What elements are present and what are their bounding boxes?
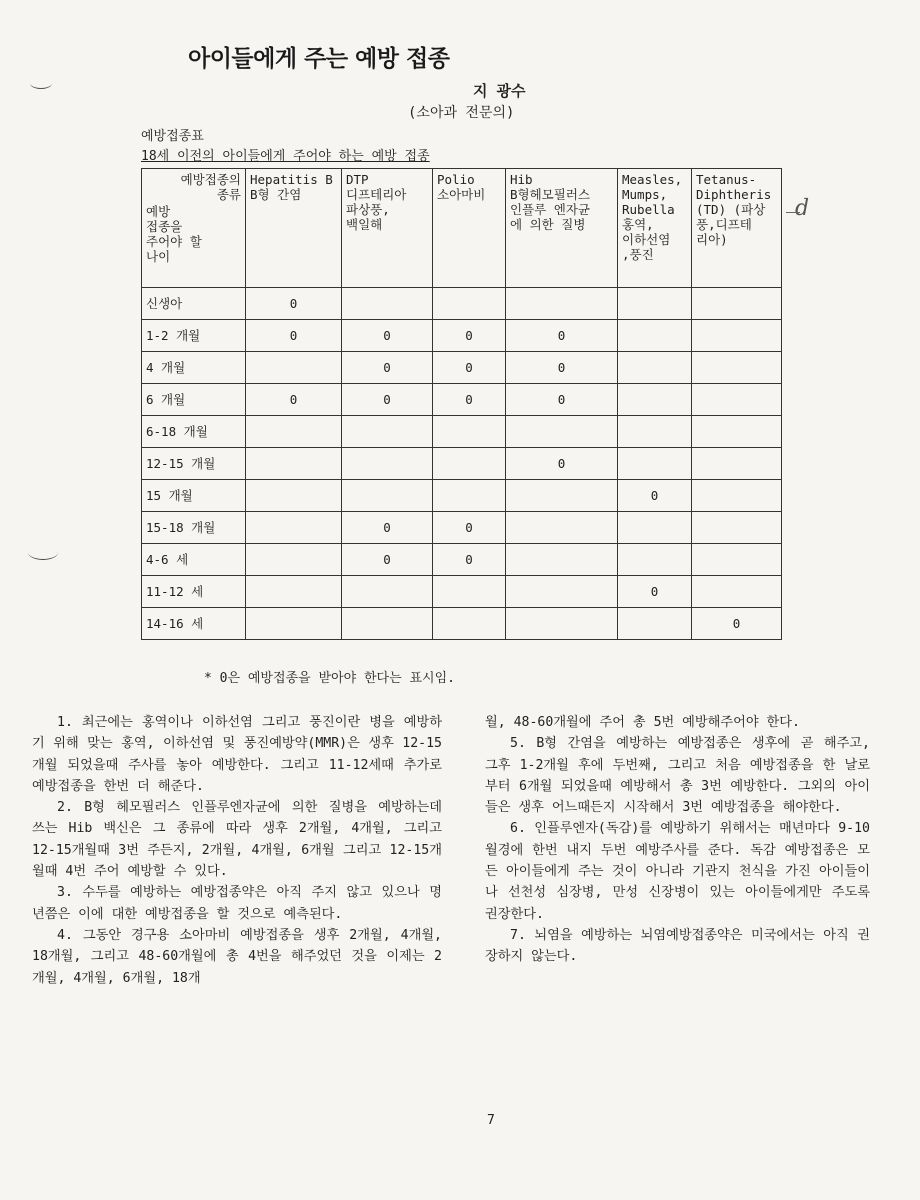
left-column bbox=[32, 712, 442, 989]
schedule-cell bbox=[506, 576, 618, 608]
schedule-cell bbox=[342, 416, 433, 448]
table-row bbox=[142, 288, 782, 320]
schedule-cell bbox=[692, 384, 782, 416]
vaccine-column-header: Tetanus- Diphtheris (TD) (파상 풍,디프테 리아) bbox=[692, 169, 782, 288]
schedule-cell bbox=[433, 448, 506, 480]
schedule-cell bbox=[692, 480, 782, 512]
schedule-cell: 0 bbox=[342, 512, 433, 544]
schedule-cell bbox=[618, 416, 692, 448]
handwritten-line bbox=[786, 212, 800, 213]
author-affiliation: (소아과 전문의) bbox=[408, 105, 515, 121]
schedule-cell: 0 bbox=[433, 352, 506, 384]
schedule-cell bbox=[506, 608, 618, 640]
schedule-cell: 0 bbox=[342, 544, 433, 576]
schedule-cell bbox=[246, 416, 342, 448]
schedule-cell: 0 bbox=[433, 544, 506, 576]
schedule-cell: 0 bbox=[433, 320, 506, 352]
schedule-cell bbox=[433, 576, 506, 608]
page-number: 7 bbox=[487, 1113, 495, 1128]
table-row bbox=[142, 320, 782, 352]
age-cell: 4 개월 bbox=[142, 352, 246, 384]
schedule-cell bbox=[246, 544, 342, 576]
schedule-cell: 0 bbox=[433, 384, 506, 416]
schedule-cell: 0 bbox=[692, 608, 782, 640]
schedule-cell bbox=[692, 576, 782, 608]
age-cell: 15-18 개월 bbox=[142, 512, 246, 544]
vaccine-column-header: Hib B형헤모필러스 인플루 엔자균 에 의한 질병 bbox=[506, 169, 618, 288]
schedule-cell bbox=[618, 288, 692, 320]
schedule-cell bbox=[246, 608, 342, 640]
table-note: * 0은 예방접종을 받아야 한다는 표시임. bbox=[204, 671, 455, 686]
table-row bbox=[142, 544, 782, 576]
schedule-cell: 0 bbox=[618, 576, 692, 608]
table-corner-header bbox=[142, 169, 246, 288]
schedule-cell bbox=[618, 448, 692, 480]
punch-mark bbox=[28, 545, 58, 560]
schedule-cell bbox=[506, 512, 618, 544]
age-cell: 14-16 세 bbox=[142, 608, 246, 640]
age-cell: 6 개월 bbox=[142, 384, 246, 416]
schedule-cell bbox=[506, 544, 618, 576]
schedule-cell: 0 bbox=[246, 384, 342, 416]
schedule-cell: 0 bbox=[246, 320, 342, 352]
table-row bbox=[142, 448, 782, 480]
schedule-cell bbox=[618, 384, 692, 416]
schedule-cell bbox=[618, 544, 692, 576]
handwritten-mark: d bbox=[795, 196, 810, 221]
vaccine-type-label: 예방접종의 종류 bbox=[180, 172, 241, 202]
table-row bbox=[142, 576, 782, 608]
vaccine-column-header: Hepatitis B B형 간염 bbox=[246, 169, 342, 288]
age-cell: 15 개월 bbox=[142, 480, 246, 512]
schedule-cell bbox=[342, 448, 433, 480]
table-row bbox=[142, 480, 782, 512]
right-column bbox=[485, 712, 870, 968]
schedule-cell bbox=[506, 288, 618, 320]
schedule-cell bbox=[692, 320, 782, 352]
body-paragraph: 1. 최근에는 홍역이나 이하선염 그리고 풍진이란 병을 예방하기 위해 맞는 홍역, 이하선염 및 풍진예방약(MMR)은 생후 12-15개월 되었을때 주사를 놓아 예방한다. 그리고 11-12세때 추가로 예방접종을 한번 더 해준다. bbox=[32, 715, 442, 794]
schedule-cell bbox=[246, 448, 342, 480]
table-row bbox=[142, 352, 782, 384]
schedule-cell: 0 bbox=[506, 448, 618, 480]
schedule-cell bbox=[618, 512, 692, 544]
schedule-cell bbox=[246, 512, 342, 544]
schedule-cell: 0 bbox=[342, 352, 433, 384]
schedule-cell bbox=[692, 352, 782, 384]
schedule-cell bbox=[692, 416, 782, 448]
body-paragraph: 7. 뇌염을 예방하는 뇌염예방접종약은 미국에서는 아직 권장하지 않는다. bbox=[485, 927, 870, 965]
table-row bbox=[142, 384, 782, 416]
table-subtitle: 18세 이전의 아이들에게 주어야 하는 예방 접종 bbox=[141, 149, 430, 164]
schedule-cell: 0 bbox=[506, 384, 618, 416]
table-row bbox=[142, 512, 782, 544]
schedule-cell bbox=[618, 320, 692, 352]
body-paragraph: 6. 인플루엔자(독감)를 예방하기 위해서는 매년마다 9-10월경에 한번 내지 두번 예방주사를 준다. 독감 예방접종은 모든 아이들에게 주는 것이 아니라 기관지 천식을 가진 아이들이나 선천성 심장병, 만성 신장병이 있는 아이들에게만 주도록 권장한다. bbox=[485, 821, 870, 922]
age-cell: 1-2 개월 bbox=[142, 320, 246, 352]
punch-mark bbox=[30, 78, 52, 89]
schedule-cell: 0 bbox=[506, 320, 618, 352]
schedule-cell bbox=[433, 416, 506, 448]
schedule-cell: 0 bbox=[342, 320, 433, 352]
schedule-cell: 0 bbox=[433, 512, 506, 544]
body-paragraph: 5. B형 간염을 예방하는 예방접종은 생후에 곧 해주고, 그후 1-2개월 후에 두번째, 그리고 처음 예방접종을 한 날로부터 6개월 되었을때 예방해서 총 3번 예방한다. 그외의 아이들은 생후 어느때든지 시작해서 3번 예방접종을 해야한다. bbox=[485, 736, 870, 816]
schedule-cell bbox=[246, 480, 342, 512]
schedule-cell bbox=[433, 288, 506, 320]
table-row bbox=[142, 416, 782, 448]
body-paragraph: 4. 그동안 경구용 소아마비 예방접종을 생후 2개월, 4개월, 18개월, 그리고 48-60개월에 총 4번을 해주었던 것을 이제는 2개월, 4개월, 6개월, 18개 bbox=[32, 927, 442, 986]
vaccine-column-header: Measles, Mumps, Rubella 홍역, 이하선염 ,풍진 bbox=[618, 169, 692, 288]
schedule-cell bbox=[342, 608, 433, 640]
age-label: 예방 접종을 주어야 할 나이 bbox=[146, 204, 202, 264]
schedule-cell bbox=[618, 608, 692, 640]
document-title: 아이들에게 주는 예방 접종 bbox=[188, 46, 450, 72]
schedule-cell bbox=[342, 288, 433, 320]
schedule-cell: 0 bbox=[246, 288, 342, 320]
vaccine-column-header: DTP 디프테리아 파상풍, 백일해 bbox=[342, 169, 433, 288]
age-cell: 신생아 bbox=[142, 288, 246, 320]
schedule-cell bbox=[618, 352, 692, 384]
body-paragraph: 2. B형 헤모필러스 인플루엔자균에 의한 질병을 예방하는데 쓰는 Hib 백신은 그 종류에 따라 생후 2개월, 4개월, 그리고 12-15개월때 3번 주든지, 2개월, 4개월, 6개월 그리고 12-15개월때 4번 주어 예방할 수 있다. bbox=[32, 800, 442, 880]
schedule-cell: 0 bbox=[506, 352, 618, 384]
schedule-cell bbox=[246, 576, 342, 608]
schedule-cell bbox=[692, 448, 782, 480]
schedule-cell bbox=[506, 480, 618, 512]
schedule-cell: 0 bbox=[342, 384, 433, 416]
schedule-cell bbox=[433, 480, 506, 512]
schedule-cell bbox=[433, 608, 506, 640]
vaccination-table bbox=[141, 168, 782, 640]
vaccine-column-header: Polio 소아마비 bbox=[433, 169, 506, 288]
schedule-cell bbox=[692, 288, 782, 320]
paragraph-continuation: 월, 48-60개월에 주어 총 5번 예방해주어야 한다. bbox=[485, 715, 800, 730]
schedule-cell bbox=[692, 512, 782, 544]
age-cell: 4-6 세 bbox=[142, 544, 246, 576]
schedule-cell: 0 bbox=[618, 480, 692, 512]
schedule-cell bbox=[342, 576, 433, 608]
schedule-cell bbox=[246, 352, 342, 384]
schedule-cell bbox=[692, 544, 782, 576]
body-paragraph: 3. 수두를 예방하는 예방접종약은 아직 주지 않고 있으나 명년쯤은 이에 대한 예방접종을 할 것으로 예측된다. bbox=[32, 885, 442, 922]
age-cell: 11-12 세 bbox=[142, 576, 246, 608]
schedule-cell bbox=[506, 416, 618, 448]
table-row bbox=[142, 608, 782, 640]
schedule-cell bbox=[342, 480, 433, 512]
table-label: 예방접종표 bbox=[141, 129, 204, 144]
age-cell: 6-18 개월 bbox=[142, 416, 246, 448]
author-name: 지 광수 bbox=[473, 82, 526, 100]
age-cell: 12-15 개월 bbox=[142, 448, 246, 480]
